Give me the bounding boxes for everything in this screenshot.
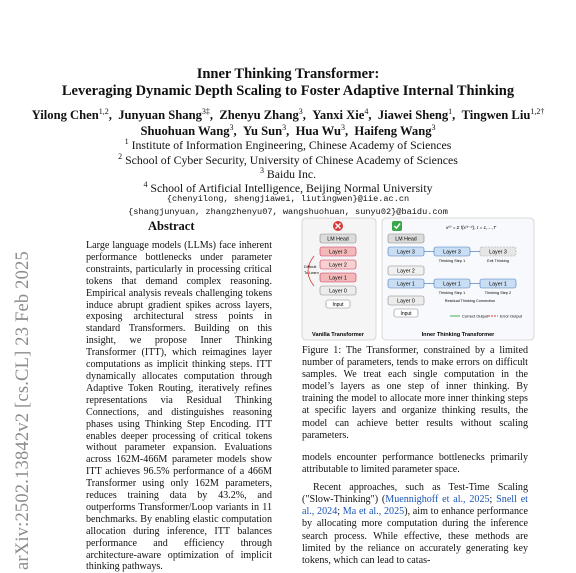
thinking-step2-label: Thinking Step 2 [484,291,512,295]
affiliation-text: Baidu Inc. [263,166,317,181]
error-output-label: Error Output [500,313,523,319]
layer3-label-left: Layer 3 [329,249,347,256]
body-paragraph-1: models encounter performance bottlenecks primarily attributable to limited parameter space. [302,452,528,476]
input-label-left: Input [332,302,344,309]
layer3-label: Layer 3 [397,249,415,256]
itt-title: Inner Thinking Transformer [421,332,495,338]
affiliation-mark: 3 [259,166,264,175]
layer2-label-left: Layer 2 [329,262,347,269]
author-name: Zhenyu Zhang [219,108,299,123]
author-affiliation-mark: 3 [340,123,345,132]
affiliation-mark: 2 [118,152,123,161]
layer0-label-left: Layer 0 [329,288,347,295]
email-line1: {chenyilong, shengjiawei, liutingwen}@iie.ac.cn [166,194,410,204]
affiliation-mark: 4 [143,180,148,189]
abstract-heading: Abstract [148,219,195,233]
abstract-text: Large language models (LLMs) face inherent performance bottlenecks under parameter constraints, particularly in processing critical tokens that demand complex reasoning. Empirical analysis reveals challenging tokens induce abrupt gradient spikes across layers, exposing architectural stress points in standard Transformers. Building on this insight, we propose Inner Thinking Transformer (ITT), which reimagines layer computations as implicit thinking steps. ITT dynamically allocates computation through Adaptive Token Routing, iteratively refines representations via Residual Thinking Connections, and distinguishes reasoning phases using Thinking Step Encoding. ITT enables deeper processing of critical tokens without parameter expansion. Evaluations across 162M-466M parameter models show ITT achieves 96.5% performance of a 466M Transformer using only 162M parameters, reduces training data by 43.2%, and outperforms Transformer/Loop variants in 11 benchmarks. By enabling elastic computation allocation during inference, ITT balances performance and efficiency through architecture-aware optimization of implicit thinking pathways. [86,240,272,573]
layer1-step2-label: Layer 1 [489,281,507,288]
thinking-step1-label-top: Thinking Step 1 [438,259,466,263]
citation-snell[interactable]: Snell et al., 2024 [302,494,528,518]
layer3-step1-label: Layer 3 [443,249,461,256]
arxiv-identifier: arXiv:2502.13842v2 [cs.CL] 23 Feb 2025 [13,251,33,570]
citation-ma[interactable]: Ma et al., 2025 [342,506,405,518]
paper-title-line2: Leveraging Dynamic Depth Scaling to Foster Adaptive Internal Thinking [61,83,515,99]
author-name: Junyuan Shang [118,108,202,123]
author-affiliation-mark: 4 [364,107,369,116]
author-affiliation-mark: 3 [229,123,234,132]
author-affiliation-mark: 3‡ [201,107,210,116]
input-label-right: Input [400,311,412,318]
author-list-line2: Shuohuan Wang$^3$, Yu Sun$^3$, Hua Wu$^3$, Haifeng Wang$^3$ [140,123,436,139]
author-name: Shuohuan Wang [140,124,230,139]
figure-caption: Figure 1: The Transformer, constrained by a limited number of parameters, tends to make errors on difficult samples. We treat each single computation in the model’s layers as one step of inner thinking. By training the model to allocate more inner thinking steps at specific layers and organize thinking results, the model can achieve better results without scaling parameters. [302,345,528,441]
author-name: Yilong Chen [31,108,99,123]
lm-head-label-right: LM Head [395,236,417,243]
author-name: Yanxi Xie [312,108,365,123]
author-name: Yu Sun [243,124,283,139]
author-affiliation-mark: 3 [282,123,287,132]
affiliation-text: School of Artificial Intelligence, Beijing Normal University [147,180,433,195]
thinking-step1-label: Thinking Step 1 [438,291,466,295]
layer0-label: Layer 0 [397,298,415,305]
residual-connection-label: Residual Thinking Connection [444,299,496,303]
layer2-label: Layer 2 [397,268,415,275]
author-affiliation-mark: 3 [298,107,303,116]
affiliation-mark: 1 [124,137,129,146]
exit-thinking-label: Exit Thinking [487,259,509,263]
author-affiliation-mark: 1,2† [530,107,545,116]
correct-output-label: Correct Output [462,313,489,319]
author-list-line1: Yilong Chen$^{1,2}$, Junyuan Shang$^{3\ddagger}$, Zhenyu Zhang$^3$, Yanxi Xie$^4$, Jiawei Sheng$^1$, Tingwen Liu$^{1,2\dagger}$ [31,107,545,123]
figure-1 [300,216,536,342]
author-name: Jiawei Sheng [377,108,449,123]
cross-icon [333,221,343,231]
body-text [302,452,528,567]
to-learn-label: To Learn [304,271,319,275]
paper-title-line1: Inner Thinking Transformer: [196,66,380,82]
figure-diagram [300,216,536,342]
layer1-label-left: Layer 1 [329,275,347,282]
layer3-exit-label: Layer 3 [489,249,507,256]
formula: x⁽ᵗ⁾ = Σ f(x⁽ᵗ⁻¹⁾), t = 1,…,T [446,225,497,230]
author-affiliation-mark: 1 [448,107,453,116]
author-name: Haifeng Wang [354,124,432,139]
citation-muennighoff[interactable]: Muennighoff et al., 2025 [385,494,490,506]
affiliation-text: Institute of Information Engineering, Chinese Academy of Sciences [128,137,452,152]
author-name: Hua Wu [295,124,341,139]
author-affiliation-mark: 1,2 [98,107,109,116]
lm-head-label-left: LM Head [327,236,349,243]
affiliation-text: School of Cyber Security, University of Chinese Academy of Sciences [122,152,458,167]
author-affiliation-mark: 3 [431,123,436,132]
email-line2: {shangjunyuan, zhangzhenyu07, wangshuohuan, sunyu02}@baidu.com [128,207,448,217]
body-paragraph-2: Recent approaches, such as Test-Time Scaling ("Slow-Thinking") (Muennighoff et al., 2025; Snell et al., 2024; Ma et al., 2025), aim to enhance performance by allocating more computation during the inference search process. While effective, these methods are limited by the reliance on accurately generating key tokens, which can lead to catas- [302,482,529,566]
author-name: Tingwen Liu [461,108,531,123]
difficult-label: Difficult [304,265,317,269]
layer1-label: Layer 1 [397,281,415,288]
check-icon [392,221,402,231]
vanilla-title: Vanilla Transformer [312,332,364,338]
layer1-step1-label: Layer 1 [443,281,461,288]
